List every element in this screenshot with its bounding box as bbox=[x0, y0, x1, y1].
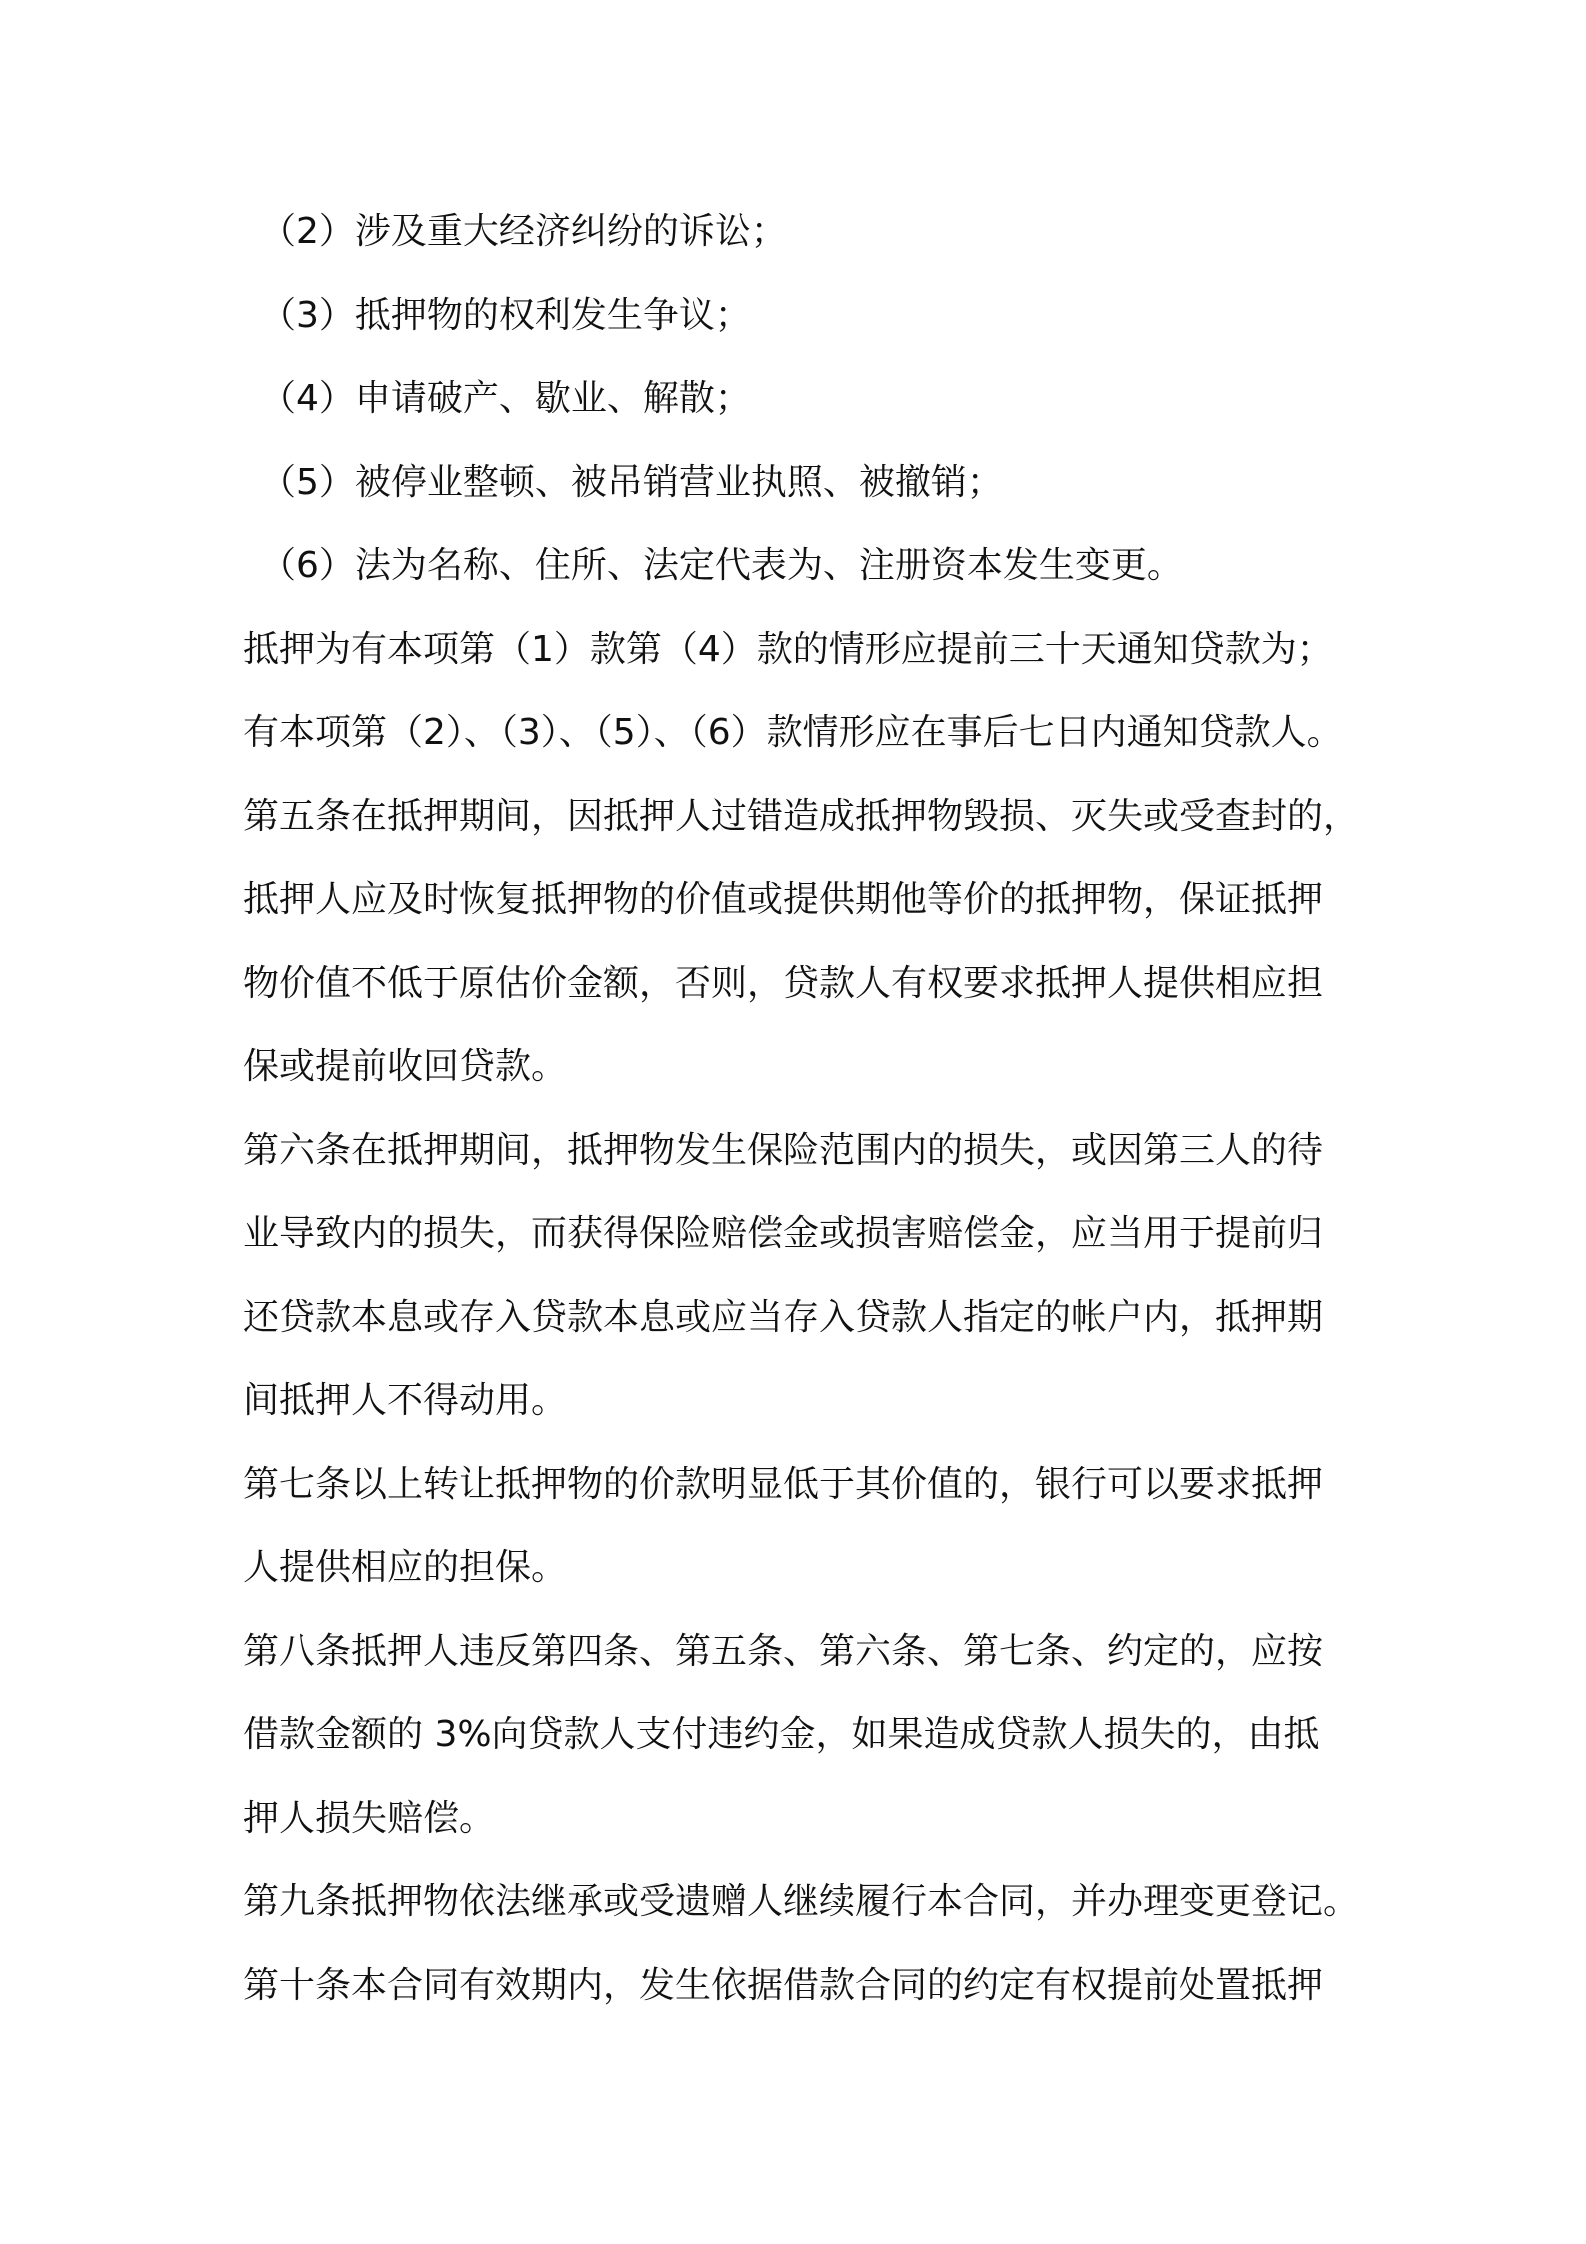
article-8-line: 第八条抵押人违反第四条、第五条、第六条、第七条、约定的，应按 bbox=[243, 1630, 1324, 1672]
article-5-line: 物价值不低于原估价金额，否则，贷款人有权要求抵押人提供相应担 bbox=[243, 962, 1324, 1004]
article-7-line: 人提供相应的担保。 bbox=[243, 1547, 568, 1588]
list-item-5: （5）被停业整顿、被吊销营业执照、被撤销； bbox=[260, 461, 1003, 503]
article-10-line: 第十条本合同有效期内，发生依据借款合同的约定有权提前处置抵押 bbox=[243, 1964, 1324, 2006]
article-6-line: 还贷款本息或存入贷款本息或应当存入贷款人指定的帐户内，抵押期 bbox=[243, 1296, 1324, 1338]
article-5-line: 抵押人应及时恢复抵押物的价值或提供期他等价的抵押物，保证抵押 bbox=[243, 879, 1324, 920]
article-8-line: 借款金额的 3%向贷款人支付违约金，如果造成贷款人损失的，由抵 bbox=[243, 1714, 1320, 1755]
article-5-line: 保或提前收回贷款。 bbox=[243, 1046, 568, 1087]
article-6-line: 业导致内的损失，而获得保险赔偿金或损害赔偿金，应当用于提前归 bbox=[243, 1213, 1324, 1254]
article-6-line: 第六条在抵押期间，抵押物发生保险范围内的损失，或因第三人的待 bbox=[243, 1129, 1324, 1171]
article-9-line: 第九条抵押物依法继承或受遗赠人继续履行本合同，并办理变更登记。 bbox=[243, 1881, 1360, 1922]
list-item-4: （4）申请破产、歇业、解散； bbox=[260, 378, 751, 419]
article-7-line: 第七条以上转让抵押物的价款明显低于其价值的，银行可以要求抵押 bbox=[243, 1463, 1324, 1505]
paragraph-line: 有本项第（2）、（3）、（5）、（6）款情形应在事后七日内通知贷款人。 bbox=[243, 712, 1343, 753]
article-5-line: 第五条在抵押期间，因抵押人过错造成抵押物毁损、灭失或受查封的， bbox=[243, 795, 1360, 837]
document-body bbox=[243, 190, 1383, 2027]
list-item-2: （2）涉及重大经济纠纷的诉讼； bbox=[260, 211, 787, 252]
list-item-3: （3）抵押物的权利发生争议； bbox=[260, 294, 751, 336]
paragraph-line: 抵押为有本项第（1）款第（4）款的情形应提前三十天通知贷款为； bbox=[243, 628, 1333, 670]
article-8-line: 押人损失赔偿。 bbox=[243, 1797, 496, 1839]
list-item-6: （6）法为名称、住所、法定代表为、注册资本发生变更。 bbox=[260, 545, 1183, 586]
article-6-line: 间抵押人不得动用。 bbox=[243, 1380, 568, 1421]
